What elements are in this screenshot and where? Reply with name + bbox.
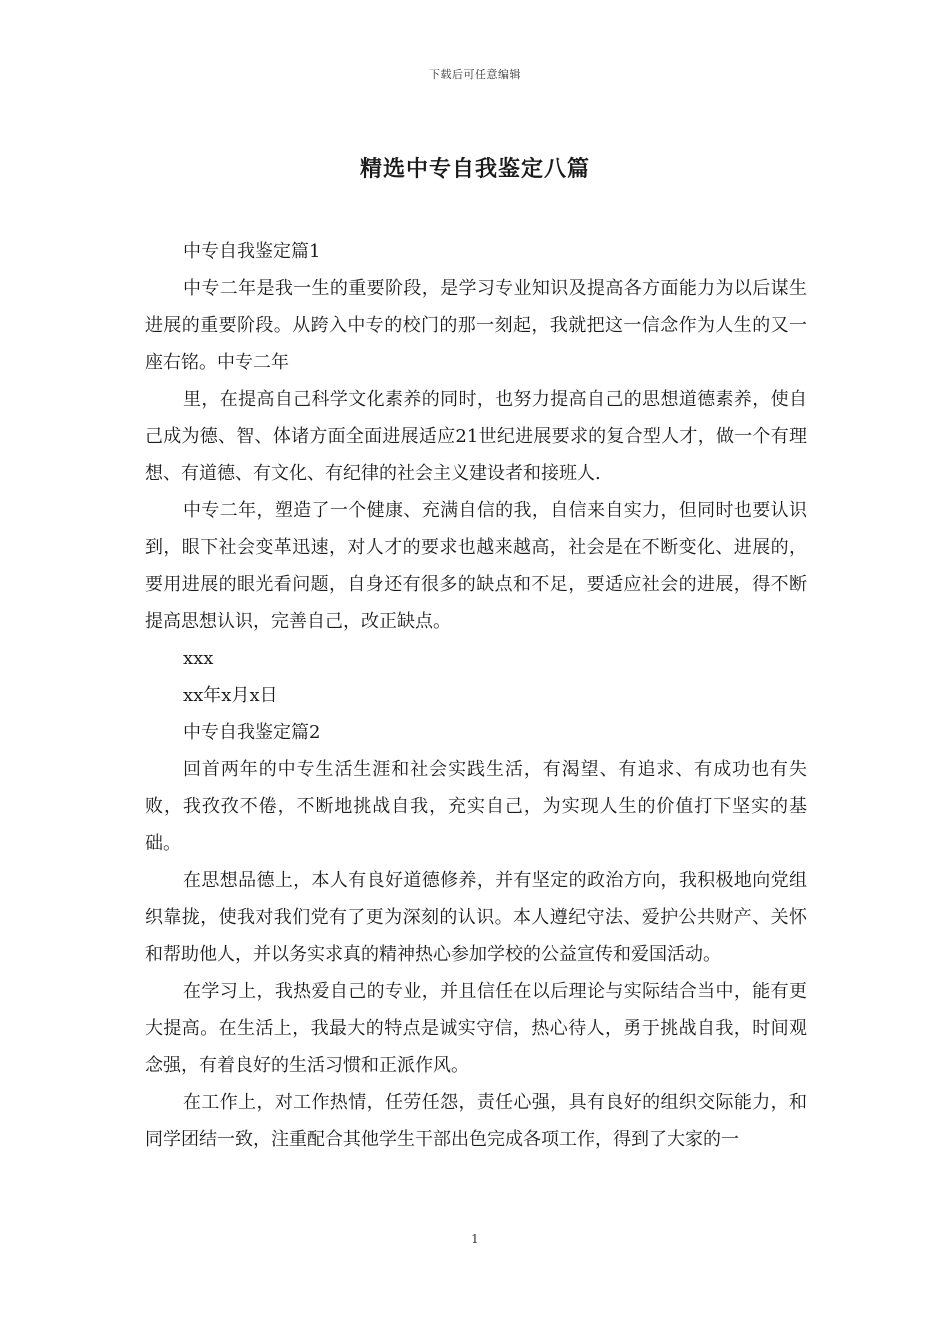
paragraph: 中专二年，塑造了一个健康、充满自信的我，自信来自实力，但同时也要认识到，眼下社会变革迅速，对人才的要求也越来越高，社会是在不断变化、进展的，要用进展的眼光看问题，自身还有很多的缺点和不足，要适应社会的进展，得不断提高思想认识，完善自己，改正缺点。 <box>145 500 807 632</box>
paragraph: xx年x月x日 <box>183 685 278 706</box>
paragraph: 在学习上，我热爱自己的专业，并且信任在以后理论与实际结合当中，能有更大提高。在生活上，我最大的特点是诚实守信，热心待人，勇于挑战自我，时间观念强，有着良好的生活习惯和正派作风。 <box>145 981 807 1076</box>
paragraph: 中专自我鉴定篇1 <box>183 241 321 262</box>
paragraph: xxx <box>183 648 214 669</box>
document-body <box>145 233 807 1158</box>
paragraph: 回首两年的中专生活生涯和社会实践生活，有渴望、有追求、有成功也有失败，我孜孜不倦，不断地挑战自我，充实自己，为实现人生的价值打下坚实的基础。 <box>145 759 807 854</box>
paragraph: 中专二年是我一生的重要阶段，是学习专业知识及提高各方面能力为以后谋生进展的重要阶段。从跨入中专的校门的那一刻起，我就把这一信念作为人生的又一座右铭。中专二年 <box>145 278 807 373</box>
header-note: 下载后可任意编辑 <box>429 68 521 81</box>
paragraph: 在工作上，对工作热情，任劳任怨，责任心强，具有良好的组织交际能力，和同学团结一致，注重配合其他学生干部出色完成各项工作，得到了大家的一 <box>145 1092 807 1150</box>
paragraph: 里，在提高自己科学文化素养的同时，也努力提高自己的思想道德素养，使自己成为德、智、体诸方面全面进展适应21世纪进展要求的复合型人才，做一个有理想、有道德、有文化、有纪律的社会主义建设者和接班人. <box>145 389 807 484</box>
page-number: 1 <box>471 1232 479 1246</box>
document-title: 精选中专自我鉴定八篇 <box>359 156 590 182</box>
paragraph: 中专自我鉴定篇2 <box>183 722 321 743</box>
paragraph: 在思想品德上，本人有良好道德修养，并有坚定的政治方向，我积极地向党组织靠拢，使我对我们党有了更为深刻的认识。本人遵纪守法、爱护公共财产、关怀和帮助他人，并以务实求真的精神热心参加学校的公益宣传和爱国活动。 <box>145 870 807 965</box>
